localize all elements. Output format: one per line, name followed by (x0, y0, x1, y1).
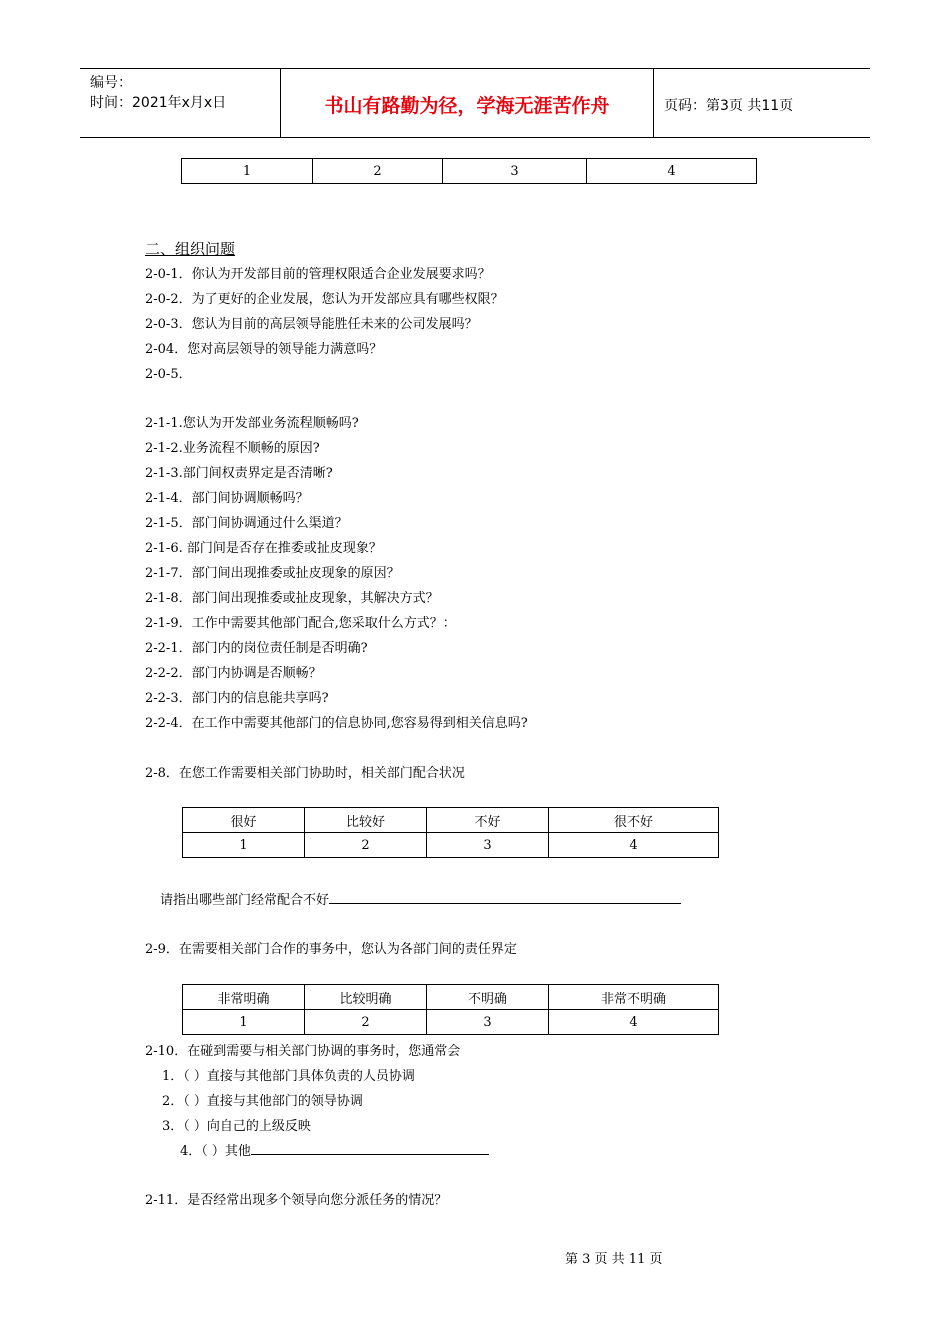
page-header (80, 68, 870, 138)
table-header-cell: 非常不明确 (549, 985, 719, 1010)
table-row (183, 1010, 719, 1035)
table-header-cell: 很不好 (549, 808, 719, 833)
table-cell: 1 (183, 1010, 305, 1035)
table-cell: 3 (427, 1010, 549, 1035)
header-motto: 书山有路勤为径，学海无涯苦作舟 (324, 95, 610, 117)
section-title: 二、组织问题 (145, 240, 236, 258)
question-2-10: 2-10．在碰到需要与相关部门协调的事务时，您通常会 (145, 1044, 461, 1059)
header-middle-cell (281, 69, 654, 137)
question-item: 2-1-5．部门间协调通过什么渠道？ (145, 516, 348, 531)
table-cell: 1 (182, 159, 313, 184)
table-cell: 3 (427, 833, 549, 858)
question-item: 2-2-3．部门内的信息能共享吗? (145, 691, 329, 706)
followup-2-8 (160, 889, 681, 908)
page-footer: 第 3 页 共 11 页 (565, 1252, 663, 1267)
table-header-cell: 比较明确 (305, 985, 427, 1010)
table-cell: 4 (549, 1010, 719, 1035)
question-item: 2-1-8．部门间出现推委或扯皮现象，其解决方式？ (145, 591, 439, 606)
question-item: 2-2-4．在工作中需要其他部门的信息协同,您容易得到相关信息吗? (145, 716, 528, 731)
table-row (182, 159, 757, 184)
question-item: 2-2-2．部门内协调是否顺畅？ (145, 666, 322, 681)
question-item: 2-1-4．部门间协调顺畅吗？ (145, 491, 309, 506)
table-header-cell: 不好 (427, 808, 549, 833)
option-item-other (180, 1140, 489, 1159)
option-label: 4．（ ）其他 (180, 1144, 251, 1159)
table-cell: 3 (443, 159, 587, 184)
table-row (183, 808, 719, 833)
top-scale-table (181, 158, 757, 184)
question-item: 2-1-9．工作中需要其他部门配合,您采取什么方式？： (145, 616, 456, 631)
page-label: 页码：第3页 共11页 (664, 98, 794, 114)
table-header-cell: 比较好 (305, 808, 427, 833)
rating-table-2-8 (182, 807, 719, 858)
option-item: 1．（ ）直接与其他部门具体负责的人员协调 (162, 1069, 415, 1084)
time-label: 时间：2021年x月x日 (90, 95, 227, 111)
question-2-9: 2-9．在需要相关部门合作的事务中，您认为各部门间的责任界定 (145, 942, 517, 957)
question-item: 2-1-1.您认为开发部业务流程顺畅吗? (145, 416, 359, 431)
rating-table-2-9 (182, 984, 719, 1035)
table-cell: 2 (313, 159, 443, 184)
question-item: 2-0-3．您认为目前的高层领导能胜任未来的公司发展吗？ (145, 317, 478, 332)
answer-blank[interactable] (251, 1140, 489, 1155)
question-item: 2-0-5． (145, 367, 192, 382)
question-2-8: 2-8．在您工作需要相关部门协助时，相关部门配合状况 (145, 766, 465, 781)
question-item: 2-1-3.部门间权责界定是否清晰? (145, 466, 333, 481)
header-left-cell (80, 69, 281, 137)
table-cell: 2 (305, 1010, 427, 1035)
question-item: 2-1-2.业务流程不顺畅的原因? (145, 441, 320, 456)
question-item: 2-04．您对高层领导的领导能力满意吗？ (145, 342, 383, 357)
header-right-cell (654, 69, 870, 137)
table-row (183, 985, 719, 1010)
question-item: 2-0-2．为了更好的企业发展，您认为开发部应具有哪些权限？ (145, 292, 504, 307)
table-cell: 1 (183, 833, 305, 858)
table-header-cell: 非常明确 (183, 985, 305, 1010)
followup-label: 请指出哪些部门经常配合不好 (160, 893, 330, 908)
number-label: 编号： (90, 75, 132, 91)
table-row (183, 833, 719, 858)
table-cell: 4 (587, 159, 757, 184)
table-cell: 2 (305, 833, 427, 858)
question-2-11: 2-11．是否经常出现多个领导向您分派任务的情况？ (145, 1193, 448, 1208)
answer-blank[interactable] (329, 889, 681, 904)
question-item: 2-2-1．部门内的岗位责任制是否明确? (145, 641, 368, 656)
table-cell: 4 (549, 833, 719, 858)
option-item: 2．（ ）直接与其他部门的领导协调 (162, 1094, 363, 1109)
table-header-cell: 很好 (183, 808, 305, 833)
question-item: 2-1-6. 部门间是否存在推委或扯皮现象？ (145, 541, 382, 556)
option-item: 3．（ ）向自己的上级反映 (162, 1119, 311, 1134)
table-header-cell: 不明确 (427, 985, 549, 1010)
question-item: 2-1-7．部门间出现推委或扯皮现象的原因？ (145, 566, 400, 581)
question-item: 2-0-1．你认为开发部目前的管理权限适合企业发展要求吗？ (145, 267, 491, 282)
